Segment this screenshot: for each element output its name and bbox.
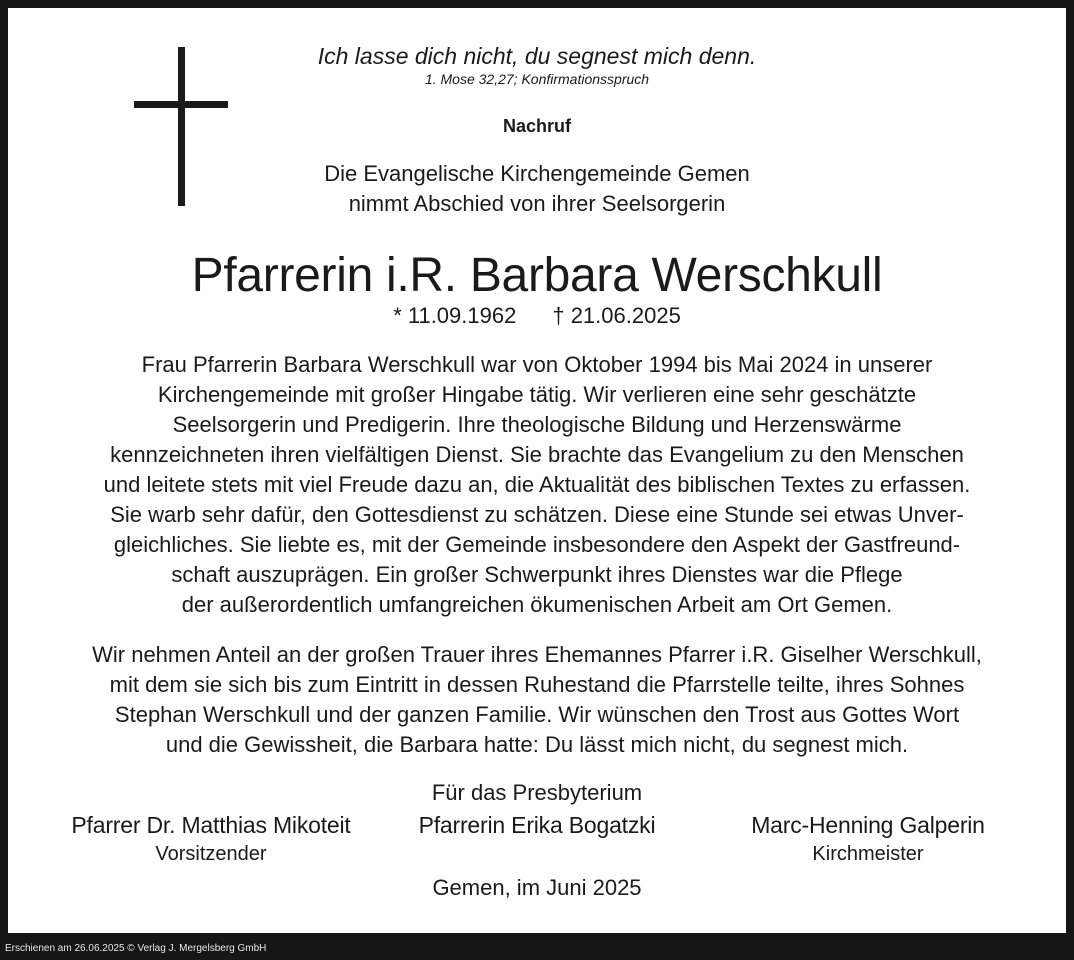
- signatory-pastor: [372, 810, 702, 840]
- notice-heading: Nachruf: [502, 116, 571, 136]
- paragraph-line: Wir nehmen Anteil an der großen Trauer ihres Ehemannes Pfarrer i.R. Giselher Werschkull,: [92, 642, 982, 667]
- signatory-chair: [46, 810, 376, 868]
- paragraph-line: der außerordentlich umfangreichen ökumenischen Arbeit am Ort Gemen.: [181, 592, 893, 617]
- paragraph-line: mit dem sie sich bis zum Eintritt in dessen Ruhestand die Pfarrstelle teilte, ihres Sohnes: [109, 672, 965, 697]
- intro-line-1: Die Evangelische Kirchengemeinde Gemen: [324, 161, 750, 186]
- intro-line-2: nimmt Abschied von ihrer Seelsorgerin: [348, 191, 726, 216]
- signatory-name: Marc-Henning Galperin: [751, 812, 985, 838]
- life-dates: [8, 302, 1066, 330]
- paragraph-line: Frau Pfarrerin Barbara Werschkull war von Oktober 1994 bis Mai 2024 in unserer: [141, 352, 933, 377]
- paragraph-line: Sie warb sehr dafür, den Gottesdienst zu schätzen. Diese eine Stunde sei etwas Unver-: [110, 502, 964, 527]
- verse-reference: 1. Mose 32,27; Konfirmationsspruch: [424, 71, 650, 87]
- deceased-name: Pfarrerin i.R. Barbara Werschkull: [191, 249, 883, 302]
- paragraph-line: und die Gewissheit, die Barbara hatte: Du lässt mich nicht, du segnest mich.: [165, 732, 909, 757]
- council-label: Für das Presbyterium: [431, 780, 643, 805]
- signatory-name: Pfarrer Dr. Matthias Mikoteit: [71, 812, 351, 838]
- signatory-role: Vorsitzender: [155, 843, 267, 865]
- body-paragraph-1: [8, 350, 1066, 620]
- paragraph-line: gleichliches. Sie liebte es, mit der Gemeinde insbesondere den Aspekt der Gastfreund-: [113, 532, 961, 557]
- bible-verse: Ich lasse dich nicht, du segnest mich denn.: [317, 43, 757, 69]
- paragraph-line: Stephan Werschkull und der ganzen Familie. Wir wünschen den Trost aus Gottes Wort: [114, 702, 960, 727]
- body-paragraph-2: [8, 640, 1066, 760]
- death-date: † 21.06.2025: [552, 303, 681, 328]
- paragraph-line: und leitete stets mit viel Freude dazu an, die Aktualität des biblischen Textes zu erfassen.: [103, 472, 971, 497]
- signatory-role: Kirchmeister: [812, 843, 924, 865]
- publication-footer: Erschienen am 26.06.2025 © Verlag J. Mergelsberg GmbH: [5, 943, 267, 954]
- birth-date: * 11.09.1962: [393, 303, 517, 328]
- signatory-treasurer: [703, 810, 1033, 868]
- paragraph-line: Kirchengemeinde mit großer Hingabe tätig. Wir verlieren eine sehr geschätzte: [157, 382, 917, 407]
- place-and-date: Gemen, im Juni 2025: [432, 875, 642, 900]
- signatory-name: Pfarrerin Erika Bogatzki: [418, 812, 656, 838]
- paragraph-line: Seelsorgerin und Predigerin. Ihre theologische Bildung und Herzenswärme: [172, 412, 902, 437]
- paragraph-line: schaft auszuprägen. Ein großer Schwerpunkt ihres Dienstes war die Pflege: [171, 562, 903, 587]
- obituary-notice: [8, 8, 1066, 933]
- paragraph-line: kennzeichneten ihren vielfältigen Dienst. Sie brachte das Evangelium zu den Menschen: [110, 442, 964, 467]
